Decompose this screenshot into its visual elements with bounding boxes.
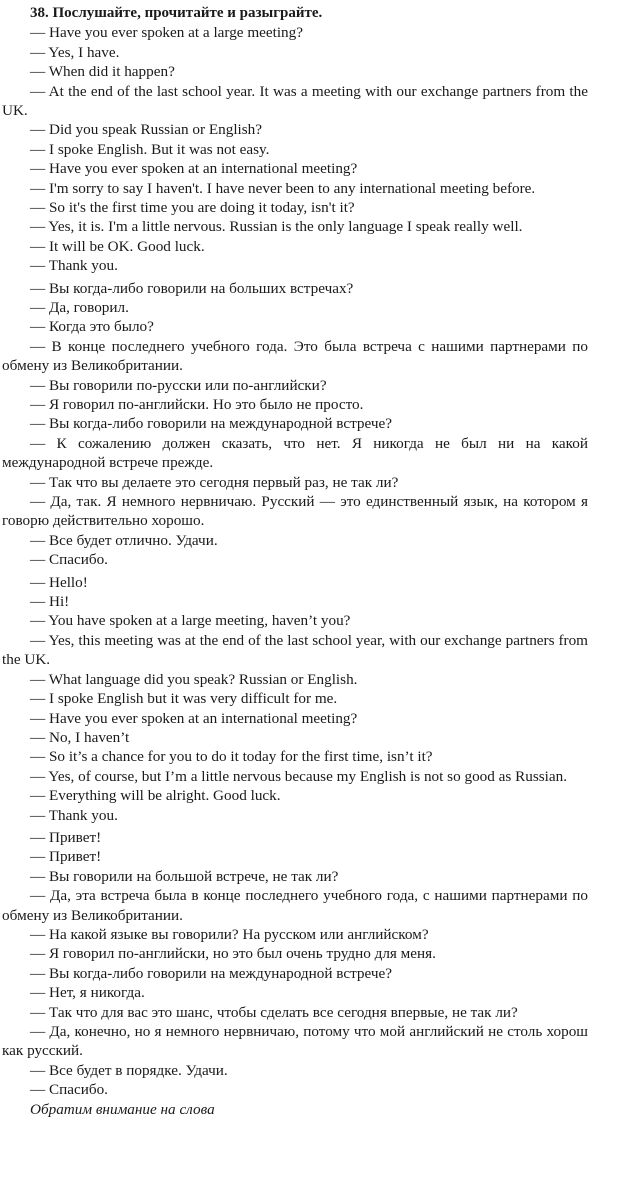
dialogue-line: — Yes, I have. bbox=[30, 43, 120, 61]
dialogue-line: — I spoke English but it was very difficult for me. bbox=[30, 690, 338, 708]
dialogue-line: — Да, так. Я немного нервничаю. Русский — это единственный язык, на котором я говорю действительно хорошо. bbox=[2, 493, 588, 530]
dialogue-line: — Да, говорил. bbox=[30, 298, 129, 316]
dialogue-line: — Вы когда-либо говорили на международной встрече? bbox=[30, 415, 393, 433]
dialogue-line: — When did it happen? bbox=[30, 63, 175, 81]
dialogue-line: — No, I haven’t bbox=[30, 728, 130, 746]
dialogue-line: — Did you speak Russian or English? bbox=[30, 121, 263, 139]
dialogue-line: — Thank you. bbox=[30, 806, 118, 824]
dialogue-english-variant bbox=[2, 573, 588, 825]
dialogue-line: — I'm sorry to say I haven't. I have never been to any international meeting before. bbox=[30, 179, 536, 197]
dialogue-line: — Thank you. bbox=[30, 257, 118, 275]
dialogue-line: — Да, конечно, но я немного нервничаю, потому что мой английский не столь хорош как русский. bbox=[2, 1023, 588, 1060]
dialogue-english-original bbox=[2, 23, 588, 275]
dialogue-russian-variant bbox=[2, 828, 588, 1100]
dialogue-line: — So it's the first time you are doing it today, isn't it? bbox=[30, 198, 355, 216]
dialogue-line: — Yes, this meeting was at the end of the last school year, with our exchange partners from the UK. bbox=[2, 631, 588, 669]
dialogue-line: — Hi! bbox=[30, 593, 70, 611]
dialogue-line: — At the end of the last school year. It was a meeting with our exchange partners from the UK. bbox=[2, 82, 588, 119]
section-footer-note: Обратим внимание на слова bbox=[30, 1100, 215, 1118]
dialogue-line: — Yes, it is. I'm a little nervous. Russian is the only language I speak really well. bbox=[30, 218, 523, 236]
dialogue-line: — К сожалению должен сказать, что нет. Я никогда не был ни на какой международной встрече прежде. bbox=[2, 434, 588, 472]
dialogue-line: — В конце последнего учебного года. Это была встреча с нашими партнерами по обмену из Великобритании. bbox=[2, 337, 588, 375]
dialogue-line: — Вы говорили на большой встрече, не так ли? bbox=[30, 867, 339, 885]
dialogue-line: — It will be OK. Good luck. bbox=[30, 237, 205, 255]
dialogue-line: — Hello! bbox=[30, 573, 88, 591]
dialogue-line: — What language did you speak? Russian or English. bbox=[30, 670, 358, 688]
dialogue-line: — So it’s a chance for you to do it today for the first time, isn’t it? bbox=[30, 748, 433, 766]
dialogue-line: — Нет, я никогда. bbox=[30, 984, 145, 1002]
dialogue-line: — Так что вы делаете это сегодня первый раз, не так ли? bbox=[30, 473, 399, 491]
dialogue-line: — Have you ever spoken at an international meeting? bbox=[30, 160, 358, 178]
dialogue-line: — Да, эта встреча была в конце последнего учебного года, с нашими партнерами по обмену из Великобритании. bbox=[2, 887, 588, 924]
dialogue-line: — Вы говорили по-русски или по-английски? bbox=[30, 376, 327, 394]
dialogue-line: — Я говорил по-английски. Но это было не просто. bbox=[30, 396, 364, 414]
dialogue-line: — Привет! bbox=[30, 828, 102, 846]
dialogue-line: — I spoke English. But it was not easy. bbox=[30, 140, 270, 158]
dialogue-line: — You have spoken at a large meeting, haven’t you? bbox=[30, 612, 351, 630]
dialogue-line: — Yes, of course, but I’m a little nervous because my English is not so good as Russian. bbox=[30, 767, 567, 785]
dialogue-line: — Вы когда-либо говорили на больших встречах? bbox=[30, 279, 354, 297]
dialogue-russian-translation bbox=[2, 279, 588, 570]
dialogue-line: — Вы когда-либо говорили на международной встрече? bbox=[30, 964, 393, 982]
dialogue-line: — Все будет в порядке. Удачи. bbox=[30, 1061, 228, 1079]
textbook-page bbox=[2, 4, 588, 1119]
dialogue-line: — Все будет отлично. Удачи. bbox=[30, 531, 218, 549]
dialogue-line: — Have you ever spoken at an international meeting? bbox=[30, 709, 358, 727]
dialogue-line: — Спасибо. bbox=[30, 1081, 108, 1099]
dialogue-line: — На какой языке вы говорили? На русском или английском? bbox=[30, 925, 429, 943]
dialogue-line: — Спасибо. bbox=[30, 551, 108, 569]
dialogue-line: — Так что для вас это шанс, чтобы сделать все сегодня впервые, не так ли? bbox=[30, 1003, 518, 1021]
dialogue-line: — Everything will be alright. Good luck. bbox=[30, 787, 281, 805]
exercise-title: 38. Послушайте, прочитайте и разыграйте. bbox=[30, 5, 323, 21]
dialogue-line: — Привет! bbox=[30, 848, 102, 866]
dialogue-line: — Когда это было? bbox=[30, 318, 154, 336]
dialogue-line: — Have you ever spoken at a large meeting? bbox=[30, 24, 303, 42]
dialogue-line: — Я говорил по-английски, но это был очень трудно для меня. bbox=[30, 945, 436, 963]
